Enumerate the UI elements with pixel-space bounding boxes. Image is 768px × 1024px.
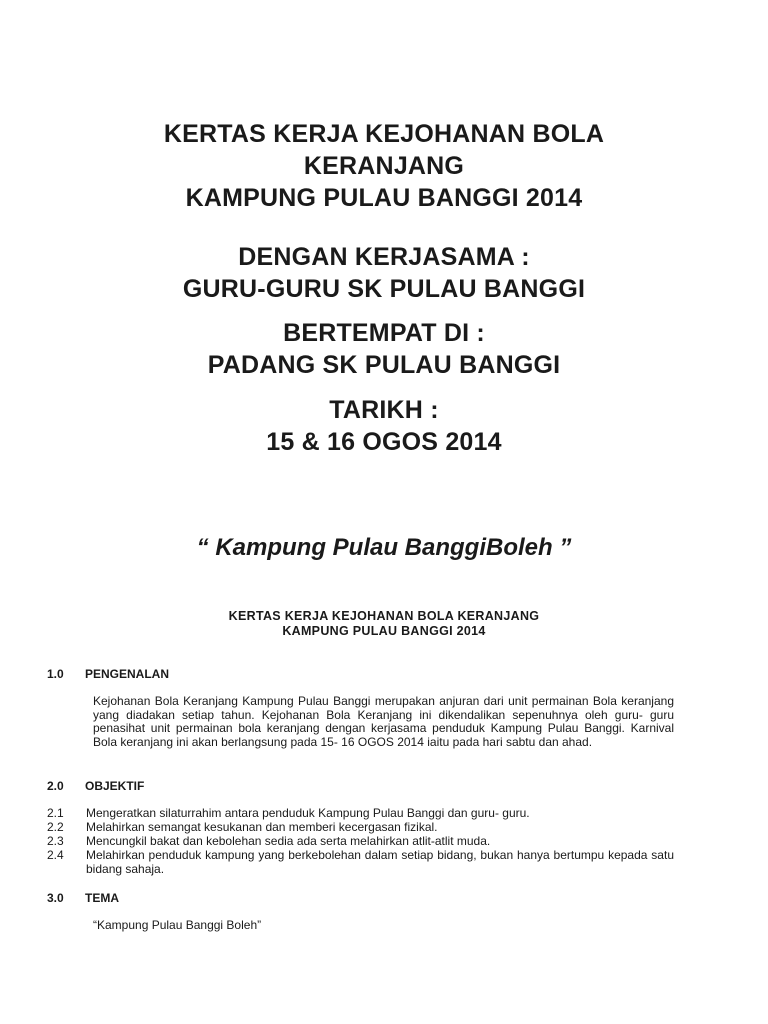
venue-value: PADANG SK PULAU BANGGI — [207, 351, 561, 379]
date-label: TARIKH : — [329, 396, 439, 424]
objective-number: 2.3 — [47, 834, 64, 848]
venue-label: BERTEMPAT DI : — [283, 319, 485, 347]
objective-text: Melahirkan penduduk kampung yang berkebolehan dalam setiap bidang, bukan hanya bertumpu kepada satu bidang sahaja. — [86, 848, 674, 876]
section-paragraph-pengenalan: Kejohanan Bola Keranjang Kampung Pulau Banggi merupakan anjuran dari unit permainan Bola keranjang yang diadakan setiap tahun. Kejohanan Bola Keranjang ini dikendalikan sepenuhnya oleh guru- guru penasihat unit permainan bola keranjang dengan kerjasama penduduk Kampung Pulau Banggi. Karnival Bola keranjang ini akan berlangsung pada 15- 16 OGOS 2014 iaitu pada hari sabtu dan ahad. — [93, 694, 674, 749]
objective-number: 2.2 — [47, 820, 64, 834]
cover-date — [0, 394, 768, 458]
section-heading-tema — [47, 891, 119, 905]
cover-slogan: “ Kampung Pulau BanggiBoleh ” — [196, 534, 572, 561]
cover-cooperation — [0, 241, 768, 305]
document-header — [0, 609, 768, 639]
cover-venue — [0, 317, 768, 381]
section-heading-pengenalan — [47, 667, 169, 681]
section-heading-objektif — [47, 779, 144, 793]
document-header-line: KERTAS KERJA KEJOHANAN BOLA KERANJANG — [228, 609, 540, 623]
objective-text: Mengeratkan silaturrahim antara penduduk Kampung Pulau Banggi dan guru- guru. — [86, 806, 530, 820]
objective-item — [47, 849, 674, 876]
cover-title — [0, 118, 768, 214]
section-title: PENGENALAN — [85, 667, 170, 681]
section-number: 2.0 — [47, 779, 64, 793]
cooperation-label: DENGAN KERJASAMA : — [238, 243, 530, 271]
objective-item — [47, 835, 674, 849]
objective-item — [47, 807, 674, 821]
section-title: OBJEKTIF — [85, 779, 145, 793]
date-value: 15 & 16 OGOS 2014 — [266, 428, 502, 456]
objective-number: 2.4 — [47, 848, 64, 862]
theme-text: “Kampung Pulau Banggi Boleh” — [93, 918, 262, 932]
document-header-line: KAMPUNG PULAU BANGGI 2014 — [282, 624, 486, 638]
cooperation-value: GURU-GURU SK PULAU BANGGI — [182, 275, 586, 303]
section-title: TEMA — [85, 891, 119, 905]
objective-text: Mencungkil bakat dan kebolehan sedia ada serta melahirkan atlit-atlit muda. — [86, 834, 491, 848]
cover-title-line: KERANJANG — [303, 152, 465, 180]
cover-title-line: KAMPUNG PULAU BANGGI 2014 — [185, 184, 583, 212]
cover-title-line: KERTAS KERJA KEJOHANAN BOLA — [163, 120, 605, 148]
section-number: 3.0 — [47, 891, 64, 905]
objective-item — [47, 821, 674, 835]
objective-text: Melahirkan semangat kesukanan dan memberi kecergasan fizikal. — [86, 820, 438, 834]
objective-number: 2.1 — [47, 806, 64, 820]
section-number: 1.0 — [47, 667, 64, 681]
